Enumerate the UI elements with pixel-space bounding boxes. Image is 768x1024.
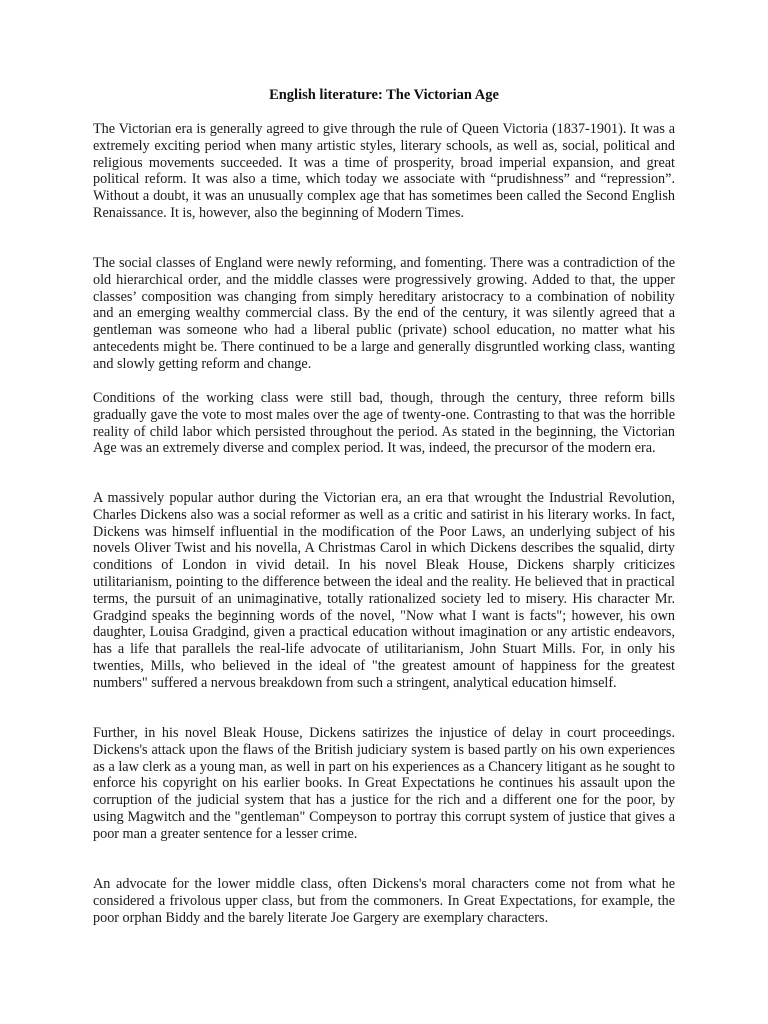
paragraph-lower-middle-class: An advocate for the lower middle class, often Dickens's moral characters come not from what he considered a frivolous upper class, but from the commoners. In Great Expectations, for example, the poor orphan Biddy and the barely literate Joe Gargery are exemplary characters. [93, 876, 675, 926]
paragraph-social-classes: The social classes of England were newly reforming, and fomenting. There was a contradiction of the old hierarchical order, and the middle classes were progressively growing. Added to that, the upper classes’ composition was changing from simply hereditary aristocracy to a combination of nobility and an emerging wealthy commercial class. By the end of the century, it was silently agreed that a gentleman was someone who had a liberal public (private) school education, no matter what his antecedents might be. There continued to be a large and generally disgruntled working class, wanting and slowly getting reform and change. [93, 255, 675, 372]
document-title: English literature: The Victorian Age [269, 87, 499, 103]
paragraph-charles-dickens: A massively popular author during the Victorian era, an era that wrought the Industrial Revolution, Charles Dickens also was a social reformer as well as a critic and satirist in his literary works. In fact, Dickens was himself influential in the modification of the Poor Laws, an underlying subject of his novels Oliver Twist and his novella, A Christmas Carol in which Dickens describes the squalid, dirty conditions of London in vivid detail. In his novel Bleak House, Dickens sharply criticizes utilitarianism, pointing to the difference between the ideal and the reality. He believed that in practical terms, the pursuit of an unimaginative, totally rationalized society led to misery. His character Mr. Gradgind speaks the beginning words of the novel, "Now what I want is facts"; however, his own daughter, Louisa Gradgind, given a practical education without imagination or any artistic endeavors, has a life that parallels the real-life advocate of utilitarianism, John Stuart Mills. For, in only his twenties, Mills, who believed in the ideal of "the greatest amount of happiness for the greatest numbers" suffered a nervous breakdown from such a stringent, analytical education himself. [93, 490, 675, 691]
paragraph-bleak-house: Further, in his novel Bleak House, Dickens satirizes the injustice of delay in court proceedings. Dickens's attack upon the flaws of the British judiciary system is based partly on his own experiences as a law clerk as a young man, as well in part on his experiences as a Chancery litigant as he sought to enforce his copyright on his earlier books. In Great Expectations he continues his assault upon the corruption of the judicial system that has a justice for the rich and a different one for the poor, by using Magwitch and the "gentleman" Compeyson to portray this corrupt system of justice that gives a poor man a greater sentence for a lesser crime. [93, 725, 675, 842]
paragraph-working-class-conditions: Conditions of the working class were still bad, though, through the century, three reform bills gradually gave the vote to most males over the age of twenty-one. Contrasting to that was the horrible reality of child labor which persisted throughout the period. As stated in the beginning, the Victorian Age was an extremely diverse and complex period. It was, indeed, the precursor of the modern era. [93, 390, 675, 457]
paragraph-victorian-era-intro: The Victorian era is generally agreed to give through the rule of Queen Victoria (1837-1901). It was a extremely exciting period when many artistic styles, literary schools, as well as, social, political and religious movements succeeded. It was a time of prosperity, broad imperial expansion, and great political reform. It was also a time, which today we associate with “prudishness” and “repression”. Without a doubt, it was an unusually complex age that has sometimes been called the Second English Renaissance. It is, however, also the beginning of Modern Times. [93, 121, 675, 221]
